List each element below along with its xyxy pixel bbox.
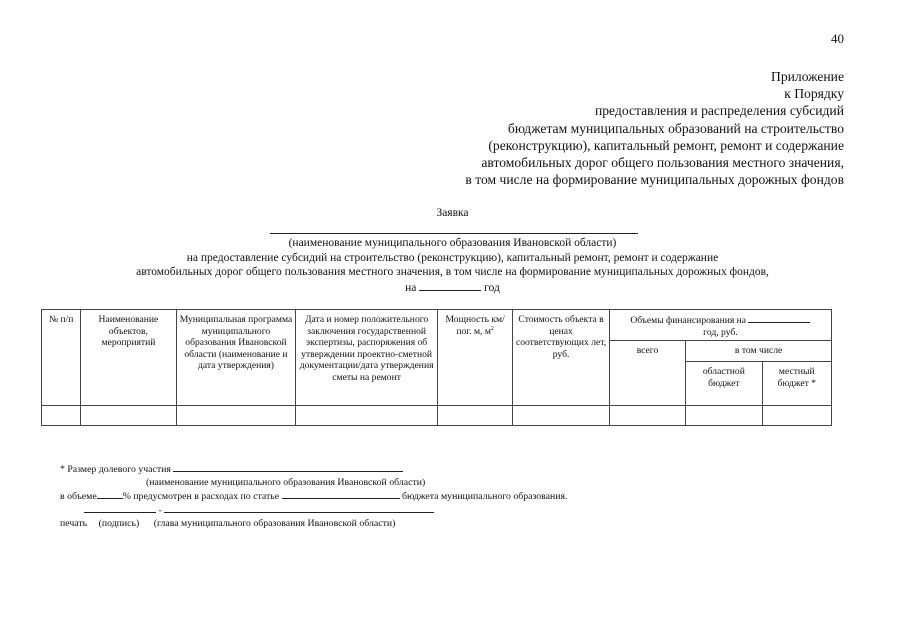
appendix-line: (реконструкцию), капитальный ремонт, ремонт и содержание	[488, 137, 844, 153]
header-capacity	[437, 310, 512, 406]
table-row	[42, 406, 832, 426]
finance-suffix: год, руб.	[703, 326, 738, 338]
article-label: % предусмотрен в расходах по статье	[122, 491, 280, 502]
year-blank	[419, 280, 481, 291]
budget-label: бюджета муниципального образования.	[402, 491, 568, 502]
finance-year-blank	[748, 314, 810, 323]
table-cell	[42, 406, 81, 426]
header-num: № п/п	[42, 310, 81, 406]
subtitle-line: (наименование муниципального образования Ивановской области)	[288, 237, 617, 249]
header-object-name: Наименование объектов, мероприятий	[81, 310, 176, 406]
signature-blank	[84, 503, 156, 513]
page-number: 40	[831, 31, 844, 46]
stamp-caption: печать	[60, 518, 88, 529]
header-including: в том числе	[686, 341, 832, 362]
subtitle-line: на предоставление субсидий на строительство (реконструкцию), капитальный ремонт, ремонт и содержание	[186, 251, 719, 264]
year-suffix: год	[484, 281, 500, 294]
application-table	[41, 309, 832, 426]
table-cell	[609, 406, 685, 426]
header-cost: Стоимость объекта в ценах соответствующих лет, руб.	[513, 310, 609, 406]
table-cell	[81, 406, 176, 426]
signature-lines	[60, 503, 567, 517]
header-finance	[609, 310, 831, 341]
footnote-line-3	[60, 489, 567, 503]
header-capacity-text: Мощность км/пог. м, м	[445, 314, 505, 337]
table-cell	[296, 406, 438, 426]
head-name-blank	[164, 503, 434, 513]
header-capacity-sup: 2	[490, 325, 494, 332]
header-local-budget: местный бюджет *	[762, 362, 831, 406]
appendix-line: в том числе на формирование муниципальных дорожных фондов	[465, 172, 844, 188]
volume-label: в объеме	[60, 491, 97, 502]
appendix-line: автомобильных дорог общего пользования местного значения,	[481, 155, 844, 171]
header-total: всего	[609, 341, 685, 406]
signature-captions	[60, 517, 567, 530]
appendix-line: Приложение	[771, 69, 844, 84]
sign-caption: (подпись)	[98, 518, 140, 529]
appendix-header	[324, 68, 844, 188]
municipality-caption: (наименование муниципального образования Ивановской области)	[146, 477, 426, 488]
subtitle-line: автомобильных дорог общего пользования местного значения, в том числе на формирование муниципальных дорожных фондов,	[136, 266, 769, 278]
article-blank	[282, 489, 400, 499]
header-expertise-date: Дата и номер положительного заключения государственной экспертизы, распоряжения об утверждении проектно-сметной документации/дата утверждения сметы на ремонт	[296, 310, 438, 406]
subtitle-year-line	[0, 280, 905, 296]
document-title: Заявка	[436, 207, 469, 219]
appendix-line: к Порядку	[784, 86, 844, 102]
municipality-blank-line	[270, 233, 638, 234]
percent-blank	[97, 489, 123, 499]
finance-prefix: Объемы финансирования на	[630, 315, 747, 326]
year-prefix: на	[405, 281, 417, 294]
table-cell	[686, 406, 762, 426]
appendix-line: предоставления и распределения субсидий	[594, 103, 844, 119]
table-cell	[176, 406, 296, 426]
head-caption: (глава муниципального образования Ивановской области)	[153, 518, 396, 529]
footnote-line-1	[60, 462, 567, 476]
table-cell	[762, 406, 831, 426]
share-blank	[173, 462, 403, 472]
appendix-line: бюджетам муниципальных образований на строительство	[507, 120, 844, 136]
table-cell	[513, 406, 609, 426]
header-regional-budget: областной бюджет	[686, 362, 762, 406]
footer-notes	[60, 462, 567, 530]
share-label: * Размер долевого участия	[60, 464, 171, 475]
table-cell	[437, 406, 512, 426]
header-program: Муниципальная программа муниципального образования Ивановской области (наименование и дата утверждения)	[176, 310, 296, 406]
document-subtitle	[0, 236, 905, 295]
signature-separator: -	[158, 505, 162, 516]
